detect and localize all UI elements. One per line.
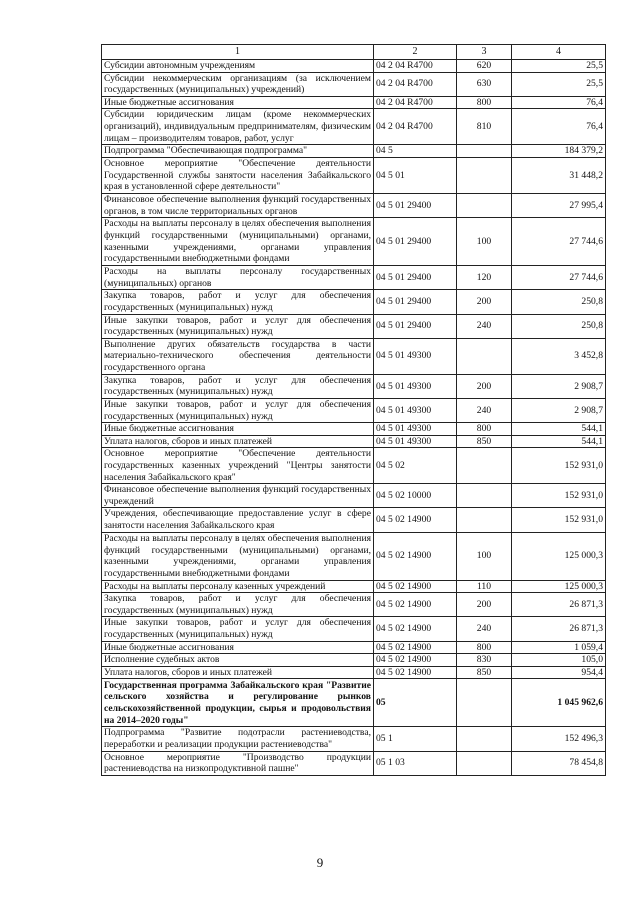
row-code-cell: 04 5 02 14900 [374, 508, 457, 532]
table-row [102, 751, 606, 775]
row-name-cell: Расходы на выплаты персоналу казенных учреждений [102, 580, 374, 593]
row-name-cell: Подпрограмма "Обеспечивающая подпрограмма" [102, 145, 374, 158]
row-amount-cell: 152 931,0 [512, 484, 606, 508]
row-type-cell [457, 679, 512, 727]
row-type-cell: 800 [457, 641, 512, 654]
row-amount-cell: 27 744,6 [512, 266, 606, 290]
row-code-cell: 04 5 02 14900 [374, 666, 457, 679]
table-row [102, 72, 606, 96]
row-name-cell: Финансовое обеспечение выполнения функций государственных органов, в том числе территориальных органов [102, 193, 374, 217]
budget-table [101, 44, 606, 776]
row-code-cell: 04 5 01 29400 [374, 266, 457, 290]
row-amount-cell: 78 454,8 [512, 751, 606, 775]
row-type-cell: 100 [457, 532, 512, 580]
row-type-cell: 800 [457, 423, 512, 436]
row-type-cell: 200 [457, 593, 512, 617]
header-cell: 1 [102, 45, 374, 60]
row-code-cell: 04 5 01 29400 [374, 290, 457, 314]
row-code-cell: 04 5 01 49300 [374, 338, 457, 374]
row-code-cell: 04 5 01 49300 [374, 423, 457, 436]
table-row [102, 727, 606, 751]
row-type-cell: 110 [457, 580, 512, 593]
row-type-cell: 850 [457, 666, 512, 679]
row-amount-cell: 105,0 [512, 654, 606, 667]
table-row [102, 435, 606, 448]
row-type-cell: 240 [457, 398, 512, 422]
table-row [102, 290, 606, 314]
row-type-cell [457, 484, 512, 508]
row-type-cell: 810 [457, 109, 512, 145]
table-row [102, 617, 606, 641]
table-row [102, 448, 606, 484]
row-amount-cell: 26 871,3 [512, 593, 606, 617]
row-name-cell: Субсидии автономным учреждениям [102, 60, 374, 73]
row-name-cell: Подпрограмма "Развитие подотрасли растениеводства, переработки и реализации продукции растениеводства" [102, 727, 374, 751]
row-type-cell: 620 [457, 60, 512, 73]
row-name-cell: Субсидии юридическим лицам (кроме некоммерческих организаций), индивидуальным предпринимателям, физическим лицам – производителям товаров, работ, услуг [102, 109, 374, 145]
row-code-cell: 04 5 02 14900 [374, 654, 457, 667]
table-row [102, 338, 606, 374]
table-row [102, 266, 606, 290]
row-name-cell: Субсидии некоммерческим организациям (за исключением государственных (муниципальных) учреждений) [102, 72, 374, 96]
row-type-cell: 120 [457, 266, 512, 290]
row-amount-cell: 2 908,7 [512, 398, 606, 422]
row-code-cell: 05 [374, 679, 457, 727]
table-row [102, 484, 606, 508]
row-name-cell: Расходы на выплаты персоналу государственных (муниципальных) органов [102, 266, 374, 290]
row-name-cell: Выполнение других обязательств государства в части материально-технического обеспечения деятельности государственного органа [102, 338, 374, 374]
row-code-cell: 04 5 02 14900 [374, 580, 457, 593]
row-code-cell: 04 5 [374, 145, 457, 158]
row-type-cell: 800 [457, 96, 512, 109]
row-type-cell: 850 [457, 435, 512, 448]
row-name-cell: Иные бюджетные ассигнования [102, 423, 374, 436]
row-amount-cell: 27 995,4 [512, 193, 606, 217]
header-cell: 3 [457, 45, 512, 60]
row-name-cell: Уплата налогов, сборов и иных платежей [102, 435, 374, 448]
row-code-cell: 04 5 01 29400 [374, 218, 457, 266]
table-row [102, 157, 606, 193]
row-code-cell: 04 5 02 14900 [374, 641, 457, 654]
row-name-cell: Иные закупки товаров, работ и услуг для обеспечения государственных (муниципальных) нужд [102, 314, 374, 338]
row-code-cell: 05 1 03 [374, 751, 457, 775]
row-amount-cell: 25,5 [512, 60, 606, 73]
header-row [102, 45, 606, 60]
row-amount-cell: 125 000,3 [512, 532, 606, 580]
table-row [102, 60, 606, 73]
row-type-cell [457, 193, 512, 217]
table-row [102, 666, 606, 679]
row-amount-cell: 954,4 [512, 666, 606, 679]
table-row [102, 145, 606, 158]
row-name-cell: Иные закупки товаров, работ и услуг для обеспечения государственных (муниципальных) нужд [102, 398, 374, 422]
row-amount-cell: 2 908,7 [512, 374, 606, 398]
row-amount-cell: 26 871,3 [512, 617, 606, 641]
table-row [102, 374, 606, 398]
header-cell: 2 [374, 45, 457, 60]
row-name-cell: Закупка товаров, работ и услуг для обеспечения государственных (муниципальных) нужд [102, 374, 374, 398]
row-code-cell: 04 5 02 [374, 448, 457, 484]
row-amount-cell: 250,8 [512, 314, 606, 338]
page-number: 9 [316, 855, 324, 870]
table-row [102, 109, 606, 145]
row-type-cell [457, 448, 512, 484]
table-row [102, 96, 606, 109]
row-name-cell: Иные бюджетные ассигнования [102, 96, 374, 109]
row-name-cell: Иные закупки товаров, работ и услуг для обеспечения государственных (муниципальных) нужд [102, 617, 374, 641]
row-type-cell [457, 508, 512, 532]
row-amount-cell: 544,1 [512, 423, 606, 436]
row-name-cell: Закупка товаров, работ и услуг для обеспечения государственных (муниципальных) нужд [102, 593, 374, 617]
row-name-cell: Иные бюджетные ассигнования [102, 641, 374, 654]
row-code-cell: 05 1 [374, 727, 457, 751]
row-code-cell: 04 5 02 14900 [374, 593, 457, 617]
table-row [102, 532, 606, 580]
table-row [102, 580, 606, 593]
row-name-cell: Расходы на выплаты персоналу в целях обеспечения выполнения функций государственными (муниципальными) органами, казенными учреждениями, органами управления государственными внебюджетными фондами [102, 218, 374, 266]
row-amount-cell: 1 045 962,6 [512, 679, 606, 727]
table-row [102, 679, 606, 727]
row-code-cell: 04 5 01 29400 [374, 314, 457, 338]
row-amount-cell: 250,8 [512, 290, 606, 314]
row-type-cell: 630 [457, 72, 512, 96]
row-amount-cell: 31 448,2 [512, 157, 606, 193]
row-amount-cell: 125 000,3 [512, 580, 606, 593]
row-amount-cell: 184 379,2 [512, 145, 606, 158]
row-type-cell: 240 [457, 617, 512, 641]
row-type-cell: 100 [457, 218, 512, 266]
row-type-cell [457, 157, 512, 193]
row-name-cell: Основное мероприятие "Обеспечение деятельности Государственной службы занятости населения Забайкальского края в установленной сфере деятельности" [102, 157, 374, 193]
table-row [102, 508, 606, 532]
row-code-cell: 04 2 04 R4700 [374, 109, 457, 145]
row-type-cell: 830 [457, 654, 512, 667]
row-amount-cell: 76,4 [512, 96, 606, 109]
row-code-cell: 04 5 01 49300 [374, 374, 457, 398]
header-cell: 4 [512, 45, 606, 60]
row-code-cell: 04 5 02 14900 [374, 532, 457, 580]
table-row [102, 423, 606, 436]
row-code-cell: 04 5 01 29400 [374, 193, 457, 217]
row-code-cell: 04 2 04 R4700 [374, 72, 457, 96]
table-row [102, 193, 606, 217]
table-row [102, 398, 606, 422]
row-amount-cell: 152 496,3 [512, 727, 606, 751]
row-type-cell [457, 145, 512, 158]
row-amount-cell: 1 059,4 [512, 641, 606, 654]
row-amount-cell: 152 931,0 [512, 508, 606, 532]
row-name-cell: Учреждения, обеспечивающие предоставление услуг в сфере занятости населения Забайкальского края [102, 508, 374, 532]
row-type-cell [457, 338, 512, 374]
row-code-cell: 04 5 01 49300 [374, 435, 457, 448]
row-code-cell: 04 2 04 R4700 [374, 96, 457, 109]
row-amount-cell: 27 744,6 [512, 218, 606, 266]
row-name-cell: Основное мероприятие "Обеспечение деятельности государственных казенных учреждений "Центры занятости населения Забайкальского края" [102, 448, 374, 484]
row-amount-cell: 25,5 [512, 72, 606, 96]
row-name-cell: Исполнение судебных актов [102, 654, 374, 667]
row-amount-cell: 152 931,0 [512, 448, 606, 484]
table-row [102, 654, 606, 667]
row-amount-cell: 544,1 [512, 435, 606, 448]
row-name-cell: Закупка товаров, работ и услуг для обеспечения государственных (муниципальных) нужд [102, 290, 374, 314]
row-code-cell: 04 2 04 R4700 [374, 60, 457, 73]
row-type-cell: 240 [457, 314, 512, 338]
row-name-cell: Расходы на выплаты персоналу в целях обеспечения выполнения функций государственными (муниципальными) органами, казенными учреждениями, органами управления государственными внебюджетными фондами [102, 532, 374, 580]
row-type-cell [457, 727, 512, 751]
row-code-cell: 04 5 01 49300 [374, 398, 457, 422]
table-row [102, 314, 606, 338]
row-name-cell: Основное мероприятие "Производство продукции растениеводства на низкопродуктивной пашне" [102, 751, 374, 775]
row-type-cell: 200 [457, 290, 512, 314]
row-name-cell: Государственная программа Забайкальского края "Развитие сельского хозяйства и регулирование рынков сельскохозяйственной продукции, сырья и продовольствия на 2014–2020 годы" [102, 679, 374, 727]
table-row [102, 641, 606, 654]
row-code-cell: 04 5 02 10000 [374, 484, 457, 508]
row-code-cell: 04 5 01 [374, 157, 457, 193]
row-type-cell [457, 751, 512, 775]
row-type-cell: 200 [457, 374, 512, 398]
row-amount-cell: 76,4 [512, 109, 606, 145]
row-code-cell: 04 5 02 14900 [374, 617, 457, 641]
row-name-cell: Уплата налогов, сборов и иных платежей [102, 666, 374, 679]
row-amount-cell: 3 452,8 [512, 338, 606, 374]
table-row [102, 218, 606, 266]
table-row [102, 593, 606, 617]
row-name-cell: Финансовое обеспечение выполнения функций государственных учреждений [102, 484, 374, 508]
